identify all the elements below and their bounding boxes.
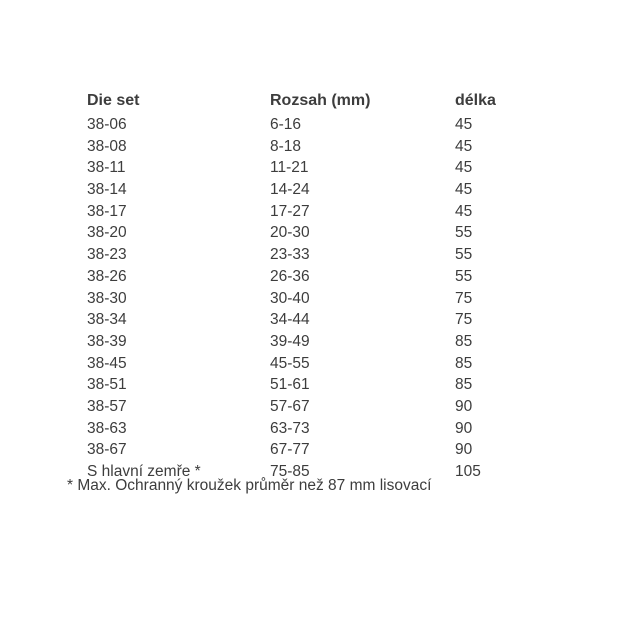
table-cell: 20-30: [270, 224, 310, 242]
table-cell: 45: [455, 159, 473, 177]
table-cell: 38-34: [87, 311, 127, 329]
table-cell: 38-63: [87, 419, 127, 437]
table-cell: 85: [455, 332, 473, 350]
table-cell: 11-21: [270, 159, 309, 177]
table-cell: 45: [455, 116, 473, 133]
table-row: [87, 201, 525, 223]
table-cell: 38-08: [87, 137, 127, 155]
table-row: [87, 179, 525, 201]
table-cell: 85: [455, 376, 473, 394]
table-row: [87, 309, 525, 331]
table-cell: 51-61: [270, 376, 310, 394]
table-cell: 17-27: [270, 202, 310, 220]
table-row: [87, 222, 525, 244]
table-cell: 23-33: [270, 246, 310, 264]
table-cell: 38-20: [87, 224, 127, 242]
table-cell: 105: [455, 463, 481, 480]
table-cell: 57-67: [270, 397, 310, 415]
table-body: [87, 114, 525, 483]
table-cell: 45: [455, 137, 473, 155]
table-cell: 39-49: [270, 332, 310, 350]
table-cell: 38-11: [87, 159, 126, 177]
table-row: [87, 439, 525, 461]
table-cell: 34-44: [270, 311, 310, 329]
table-cell: 38-14: [87, 181, 127, 199]
table-row: [87, 114, 525, 136]
table-row: [87, 266, 525, 288]
die-set-table: [87, 90, 525, 483]
table-cell: 30-40: [270, 289, 310, 307]
footnote: * Max. Ochranný kroužek průměr než 87 mm lisovací: [67, 477, 432, 494]
table-cell: 26-36: [270, 267, 310, 285]
table-cell: 6-16: [270, 116, 302, 133]
table-cell: 38-23: [87, 246, 127, 264]
table-cell: 38-39: [87, 332, 127, 350]
table-cell: 90: [455, 397, 473, 415]
table-row: [87, 136, 525, 158]
table-cell: 38-06: [87, 116, 127, 133]
table-row: [87, 331, 525, 353]
table-cell: 38-26: [87, 267, 127, 285]
table-cell: 38-45: [87, 354, 127, 372]
table-cell: 38-17: [87, 202, 127, 220]
column-header-delka: délka: [455, 92, 496, 109]
table-cell: 67-77: [270, 441, 310, 459]
table-cell: 55: [455, 224, 473, 242]
table-cell: 8-18: [270, 137, 302, 155]
table-row: [87, 374, 525, 396]
table-cell: 45: [455, 181, 473, 199]
table-cell: 85: [455, 354, 473, 372]
column-header-rozsah: Rozsah (mm): [270, 92, 371, 109]
table-row: [87, 418, 525, 440]
column-header-die-set: Die set: [87, 92, 140, 109]
table-row: [87, 244, 525, 266]
table-cell: 55: [455, 267, 473, 285]
table-cell: 38-67: [87, 441, 127, 459]
table-cell: 90: [455, 419, 473, 437]
table-row: [87, 353, 525, 375]
table-header-row: [87, 90, 525, 114]
table-row: [87, 288, 525, 310]
table-cell: 38-57: [87, 397, 127, 415]
table-cell: 38-51: [87, 376, 127, 394]
table-cell: 75-85: [270, 463, 310, 480]
table-row: [87, 157, 525, 179]
table-cell: 55: [455, 246, 473, 264]
table-cell: 90: [455, 441, 473, 459]
table-cell: 38-30: [87, 289, 127, 307]
table-cell: 45-55: [270, 354, 310, 372]
table-cell: 63-73: [270, 419, 310, 437]
table-row: [87, 396, 525, 418]
table-cell: S hlavní zemře *: [87, 463, 201, 480]
table-cell: 75: [455, 311, 473, 329]
table-cell: 14-24: [270, 181, 310, 199]
table-cell: 45: [455, 202, 473, 220]
table-cell: 75: [455, 289, 473, 307]
